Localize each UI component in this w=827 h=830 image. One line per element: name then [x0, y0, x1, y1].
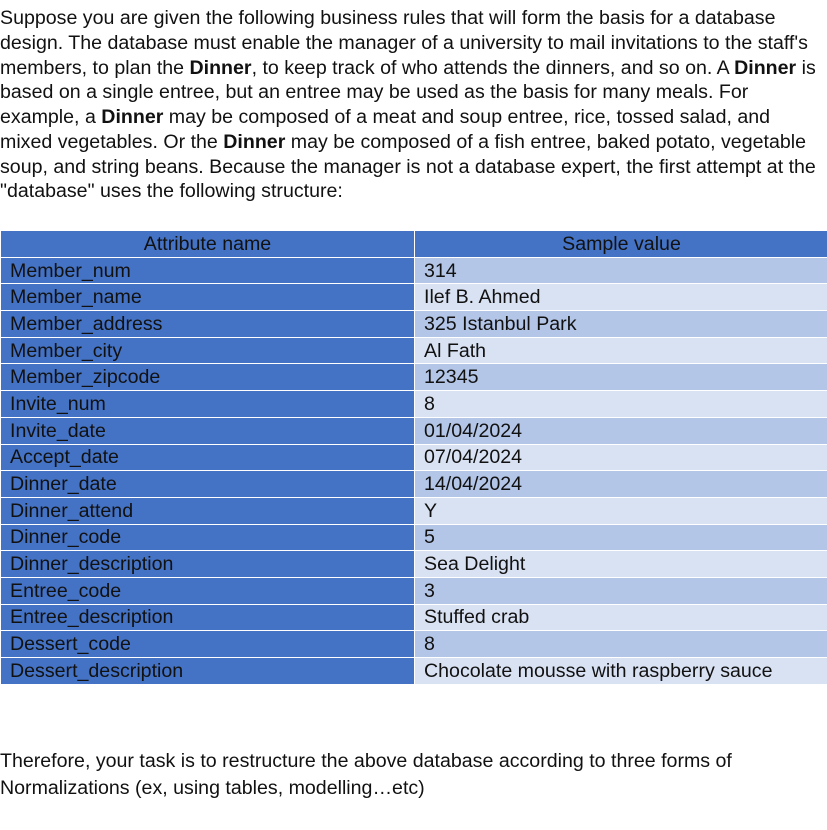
sample-value-cell: 8 [415, 391, 827, 418]
table-row [1, 417, 827, 444]
intro-text-4: may be composed of a meat and soup entree, rice, tossed salad, and mixed vegetables. Or the [0, 106, 771, 153]
table-row [1, 524, 827, 551]
intro-text-3: is based on a single entree, but an entree may be used as the basis for many meals. For example, a [0, 56, 816, 128]
table-row [1, 364, 827, 391]
attribute-name-cell: Dinner_description [1, 551, 415, 578]
sample-value-cell: 12345 [415, 364, 827, 391]
sample-value-cell: 8 [415, 631, 827, 658]
table-row [1, 391, 827, 418]
attribute-name-cell: Member_city [1, 337, 415, 364]
table-row [1, 497, 827, 524]
table-row [1, 631, 827, 658]
table-row [1, 311, 827, 338]
attribute-name-cell: Entree_code [1, 577, 415, 604]
sample-value-cell: Stuffed crab [415, 604, 827, 631]
sample-value-cell: 314 [415, 257, 827, 284]
attribute-name-cell: Member_num [1, 257, 415, 284]
sample-value-cell: 3 [415, 577, 827, 604]
table-row [1, 284, 827, 311]
attribute-name-cell: Dinner_attend [1, 497, 415, 524]
intro-text-1: Suppose you are given the following business rules that will form the basis for a database design. The database must enable the manager of a university to mail invitations to the staff's members, to plan the [0, 7, 808, 79]
attribute-name-cell: Dinner_date [1, 471, 415, 498]
sample-value-cell: Sea Delight [415, 551, 827, 578]
attribute-table [0, 230, 827, 685]
sample-value-cell: Y [415, 497, 827, 524]
attribute-name-cell: Invite_num [1, 391, 415, 418]
table-row [1, 604, 827, 631]
table-row [1, 577, 827, 604]
sample-value-cell: 14/04/2024 [415, 471, 827, 498]
intro-paragraph [0, 6, 827, 204]
attribute-name-cell: Entree_description [1, 604, 415, 631]
attribute-name-cell: Dessert_code [1, 631, 415, 658]
attribute-name-cell: Accept_date [1, 444, 415, 471]
attribute-name-cell: Member_zipcode [1, 364, 415, 391]
table-body [1, 257, 827, 684]
attribute-name-cell: Member_address [1, 311, 415, 338]
table-row [1, 444, 827, 471]
sample-value-cell: 325 Istanbul Park [415, 311, 827, 338]
table-row [1, 551, 827, 578]
attribute-name-cell: Dinner_code [1, 524, 415, 551]
header-attribute-name: Attribute name [1, 231, 415, 258]
attribute-name-cell: Invite_date [1, 417, 415, 444]
dinner-term-1: Dinner [189, 56, 252, 79]
table-row [1, 658, 827, 685]
attribute-name-cell: Dessert_description [1, 658, 415, 685]
dinner-term-2: Dinner [734, 56, 797, 79]
sample-value-cell: 01/04/2024 [415, 417, 827, 444]
dinner-term-4: Dinner [223, 130, 286, 153]
sample-value-cell: Al Fath [415, 337, 827, 364]
sample-value-cell: Chocolate mousse with raspberry sauce [415, 658, 827, 685]
task-paragraph: Therefore, your task is to restructure the above database according to three forms of Normalizations (ex, using tables, modelling…etc) [0, 750, 732, 799]
intro-text-5: may be composed of a fish entree, baked potato, vegetable soup, and string beans. Because the manager is not a database expert, the first attempt at the "database" uses the following structure: [0, 130, 816, 203]
table-header-row [1, 231, 827, 258]
table-row [1, 471, 827, 498]
sample-value-cell: 5 [415, 524, 827, 551]
header-sample-value: Sample value [415, 231, 827, 258]
sample-value-cell: 07/04/2024 [415, 444, 827, 471]
sample-value-cell: Ilef B. Ahmed [415, 284, 827, 311]
attribute-name-cell: Member_name [1, 284, 415, 311]
table-row [1, 337, 827, 364]
dinner-term-3: Dinner [101, 106, 164, 128]
intro-text-2: , to keep track of who attends the dinners, and so on. A [251, 56, 735, 79]
table-row [1, 257, 827, 284]
